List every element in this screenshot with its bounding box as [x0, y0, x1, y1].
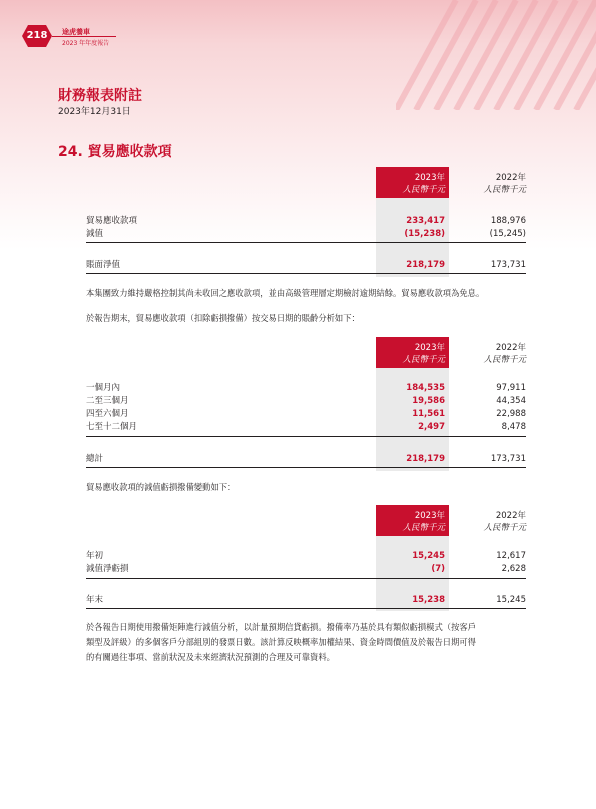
company-name: 途虎養車 [62, 28, 90, 36]
value-2023: 2,497 [418, 422, 445, 432]
receivables-table [86, 167, 526, 277]
row-label: 四至六個月 [86, 409, 129, 419]
row-label: 減值 [86, 229, 104, 239]
value-2023: 15,245 [412, 551, 445, 561]
column-header-2023 [376, 337, 449, 368]
value-2023: 233,417 [406, 216, 445, 226]
total-rule [86, 273, 526, 274]
table-row [86, 382, 526, 394]
table-row [86, 550, 526, 562]
row-label: 七至十二個月 [86, 422, 138, 432]
value-2023: 218,179 [406, 454, 445, 464]
column-unit: 人民幣千元 [402, 185, 445, 195]
row-label: 一個月內 [86, 383, 121, 393]
value-2023: (15,238) [404, 229, 445, 239]
column-unit: 人民幣千元 [483, 523, 526, 533]
column-header-2023 [376, 505, 449, 536]
column-unit: 人民幣千元 [483, 355, 526, 365]
column-year: 2023年 [414, 343, 445, 353]
value-2022: 188,976 [490, 216, 526, 226]
value-2023: 218,179 [406, 260, 445, 270]
row-label: 貿易應收款項 [86, 216, 138, 226]
total-rule [86, 467, 526, 468]
table-row [86, 395, 526, 407]
value-2022: 2,628 [501, 564, 526, 574]
column-year: 2023年 [414, 511, 445, 521]
value-2022: 12,617 [496, 551, 526, 561]
value-2022: 173,731 [490, 260, 526, 270]
column-header-2022 [453, 505, 526, 536]
ageing-table [86, 337, 526, 471]
page-date: 2023年12月31日 [58, 107, 131, 117]
value-2022: 15,245 [496, 595, 526, 605]
column-year: 2022年 [495, 173, 526, 183]
column-unit: 人民幣千元 [402, 355, 445, 365]
total-row [86, 259, 526, 271]
page-number-badge [22, 25, 52, 47]
row-label: 賬面淨值 [86, 260, 121, 270]
paragraph-line: 的有關過往事項、當前狀況及未來經濟狀況預測的合理及可靠資料。 [86, 652, 335, 662]
paragraph: 本集團致力維持嚴格控制其尚未收回之應收款項，並由高級管理層定期檢討逾期結餘。貿易應收款項為免息。 [86, 288, 485, 298]
subtotal-rule [86, 578, 526, 579]
section-title: 24. 貿易應收款項 [58, 144, 172, 160]
value-2022: 44,354 [496, 396, 526, 406]
row-label: 年末 [86, 595, 104, 605]
value-2023: 19,586 [412, 396, 445, 406]
total-rule [86, 608, 526, 609]
paragraph-line: 於各報告日期使用撥備矩陣進行減值分析，以計量預期信貸虧損。撥備率乃基於具有類似虧損模式（按客戶 [86, 622, 476, 632]
value-2023: 184,535 [406, 383, 445, 393]
value-2023: (7) [431, 564, 445, 574]
column-header-2023 [376, 167, 449, 198]
column-year: 2022年 [495, 511, 526, 521]
column-unit: 人民幣千元 [402, 523, 445, 533]
column-unit: 人民幣千元 [483, 185, 526, 195]
subtotal-rule [86, 436, 526, 437]
table-row [86, 563, 526, 575]
paragraph: 於報告期末，貿易應收款項（扣除虧損撥備）按交易日期的賬齡分析如下： [86, 313, 360, 323]
loss-allowance-table [86, 505, 526, 611]
paragraph-line: 類型及評級）的多個客戶分部組別的發票日數。該計算反映概率加權結果、資金時間價值及於報告日期可得 [86, 637, 476, 647]
value-2022: 97,911 [496, 383, 526, 393]
total-row [86, 594, 526, 606]
column-header-2022 [453, 167, 526, 198]
page-number: 218 [26, 30, 48, 41]
value-2022: 173,731 [490, 454, 526, 464]
table-row [86, 215, 526, 227]
row-label: 二至三個月 [86, 396, 129, 406]
value-2023: 11,561 [412, 409, 445, 419]
row-label: 減值淨虧損 [86, 564, 129, 574]
paragraph [86, 620, 530, 665]
row-label: 年初 [86, 551, 104, 561]
value-2023: 15,238 [412, 595, 445, 605]
value-2022: 22,988 [496, 409, 526, 419]
report-name: 2023 年年度報告 [62, 40, 110, 47]
column-year: 2023年 [414, 173, 445, 183]
table-row [86, 421, 526, 433]
column-year: 2022年 [495, 343, 526, 353]
table-row [86, 408, 526, 420]
column-header-2022 [453, 337, 526, 368]
subtotal-rule [86, 242, 526, 243]
paragraph: 貿易應收款項的減值虧損撥備變動如下： [86, 482, 236, 492]
table-row [86, 228, 526, 240]
total-row [86, 453, 526, 465]
page-title: 財務報表附註 [58, 88, 142, 104]
value-2022: (15,245) [489, 229, 526, 239]
value-2022: 8,478 [501, 422, 526, 432]
row-label: 總計 [86, 454, 104, 464]
